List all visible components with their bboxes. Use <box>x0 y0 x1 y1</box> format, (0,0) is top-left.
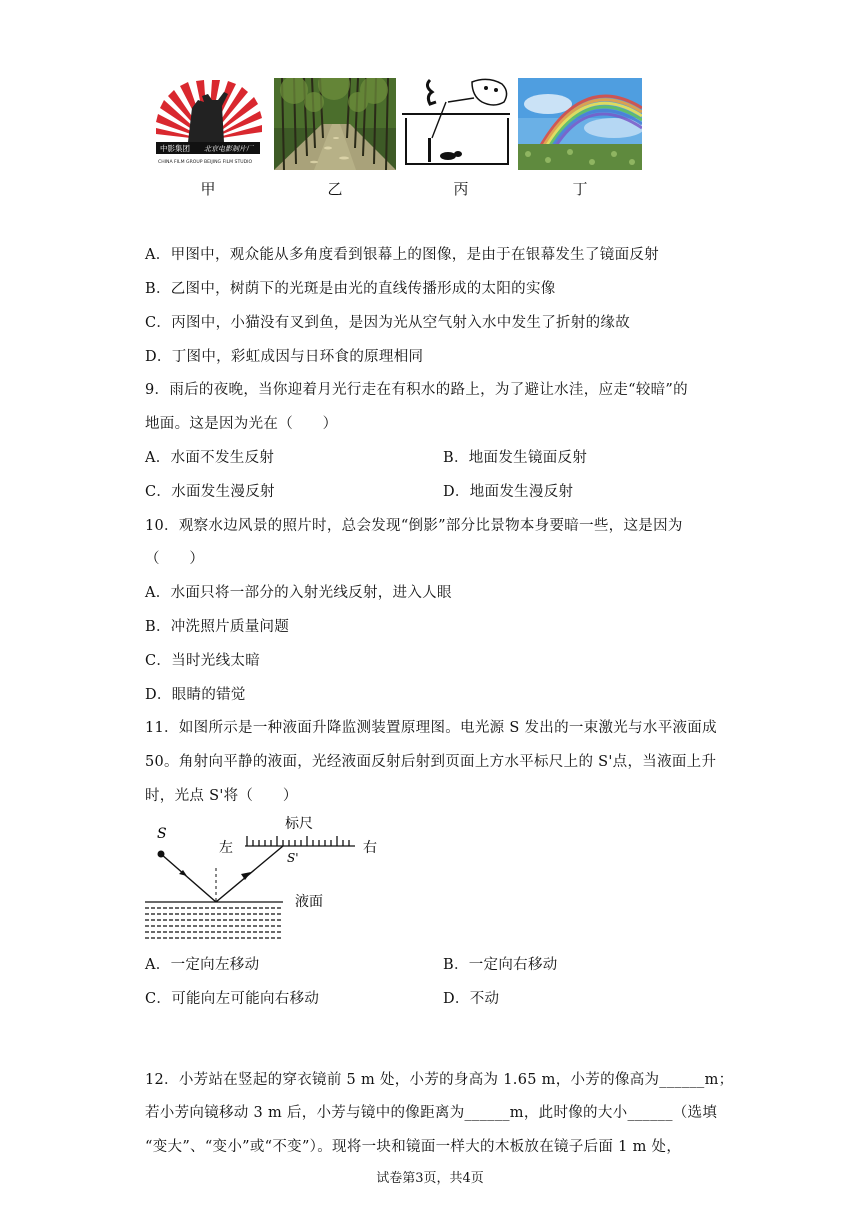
q11-option-b: B．一定向右移动 <box>443 957 558 973</box>
label-right: 右 <box>363 840 377 856</box>
tree-path-photo <box>274 78 396 170</box>
caption-ding: 丁 <box>572 180 588 198</box>
q11-stem-line-1: 11．如图所示是一种液面升降监测装置原理图。电光源 S 发出的一束激光与水平液面成 <box>145 720 717 736</box>
q9-option-d: D．地面发生漫反射 <box>443 484 574 500</box>
figure-jia-logo <box>152 78 264 170</box>
ruler-scale <box>245 836 355 846</box>
q9-stem-line-2: 地面。这是因为光在（ ） <box>145 416 338 432</box>
caption-yi: 乙 <box>327 180 343 198</box>
label-s-prime: S' <box>287 851 299 865</box>
logo-text-cn2: 北京电影制片厂 <box>204 145 253 153</box>
figure-yi-trees <box>274 78 396 170</box>
q11-stem-line-3: 时，光点 S'将（ ） <box>145 788 298 804</box>
q11-option-c: C．可能向左可能向右移动 <box>145 991 320 1007</box>
rainbow-photo <box>518 78 642 170</box>
film-studio-logo <box>152 78 264 170</box>
q12-stem-line-3: “变大”、“变小”或“不变”）。现将一块和镜面一样大的木板放在镜子后面 1 m 处， <box>145 1139 682 1155</box>
q9-option-c: C．水面发生漫反射 <box>145 484 275 500</box>
q9-option-a: A．水面不发生反射 <box>145 450 275 466</box>
q10-option-b: B．冲洗照片质量问题 <box>145 619 290 635</box>
q10-stem-line-1: 10．观察水边风景的照片时，总会发现“倒影”部分比景物本身要暗一些，这是因为 <box>145 518 683 534</box>
q11-option-a: A．一定向左移动 <box>145 957 260 973</box>
label-ruler: 标尺 <box>285 816 313 832</box>
label-liquid-surface: 液面 <box>295 894 323 910</box>
liquid-surface-lines <box>145 902 283 938</box>
reflection-diagram-svg <box>143 810 383 942</box>
figure-bing-cat-fishing <box>402 78 518 170</box>
figure-row <box>150 78 650 198</box>
liquid-level-diagram <box>143 810 383 942</box>
q10-stem-line-2: （ ） <box>145 551 205 567</box>
q9-stem-line-1: 9．雨后的夜晚，当你迎着月光行走在有积水的路上，为了避让水洼，应走“较暗”的 <box>145 382 688 398</box>
q8-option-c: C．丙图中，小猫没有叉到鱼，是因为光从空气射入水中发生了折射的缘故 <box>145 315 630 331</box>
q10-option-a: A．水面只将一部分的入射光线反射，进入人眼 <box>145 585 452 601</box>
page-footer: 试卷第3页，共4页 <box>376 1171 484 1186</box>
caption-bing: 丙 <box>453 180 469 198</box>
logo-text-en: CHINA FILM GROUP BEIJING FILM STUDIO <box>158 160 253 165</box>
label-left: 左 <box>219 840 233 856</box>
q9-option-b: B．地面发生镜面反射 <box>443 450 588 466</box>
figure-ding-rainbow <box>518 78 642 170</box>
caption-jia: 甲 <box>200 180 216 198</box>
q8-option-b: B．乙图中，树荫下的光斑是由光的直线传播形成的太阳的实像 <box>145 281 556 297</box>
q8-option-a: A．甲图中，观众能从多角度看到银幕上的图像，是由于在银幕发生了镜面反射 <box>145 247 659 263</box>
cat-fishing-drawing <box>402 78 518 170</box>
q12-stem-line-2: 若小芳向镜移动 3 m 后，小芳与镜中的像距离为______m，此时像的大小______（选填 <box>145 1105 718 1121</box>
q10-option-d: D．眼睛的错觉 <box>145 687 246 703</box>
q8-option-d: D．丁图中，彩虹成因与日环食的原理相同 <box>145 349 424 365</box>
q12-stem-line-1: 12．小芳站在竖起的穿衣镜前 5 m 处，小芳的身高为 1.65 m，小芳的像高为______m； <box>145 1072 734 1088</box>
q10-option-c: C．当时光线太暗 <box>145 653 260 669</box>
label-source-s: S <box>157 826 167 842</box>
logo-text-cn: 中影集团 <box>160 144 190 153</box>
q11-option-d: D．不动 <box>443 991 500 1007</box>
q11-stem-line-2: 50。角射向平静的液面，光经液面反射后射到页面上方水平标尺上的 S'点，当液面上升 <box>145 754 717 770</box>
